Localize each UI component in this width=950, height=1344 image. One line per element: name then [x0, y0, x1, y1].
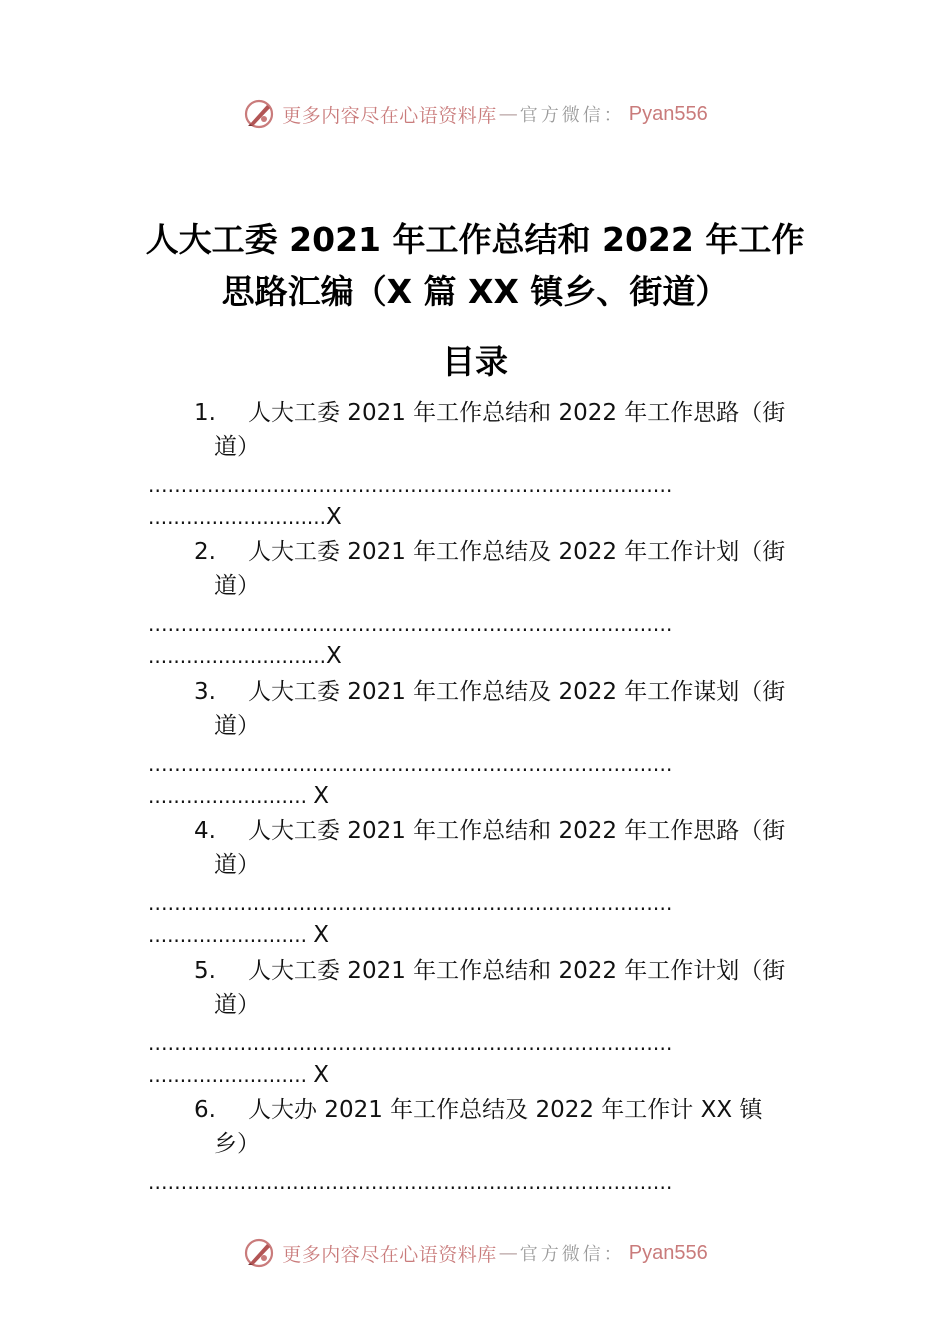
document-title: [120, 214, 830, 318]
toc-leader-dots-cont: [148, 918, 329, 952]
toc-item-title: 人大办 2021 年工作总结及 2022 年工作计 XX 镇: [248, 1096, 763, 1123]
title-line-1: 人大工委 2021 年工作总结和 2022 年工作: [145, 220, 805, 259]
toc-leader-dots-cont: [148, 1058, 329, 1092]
toc-leader-dots-cont: [148, 639, 342, 673]
toc-item-title-cont: 道）: [214, 991, 260, 1018]
toc-leader-dots-tail: .........................: [148, 923, 314, 948]
toc-item[interactable]: [148, 675, 836, 814]
toc-leader-dots: ................................................................................: [148, 1169, 673, 1194]
toc-item-number: 6.: [194, 1096, 216, 1123]
table-of-contents: [148, 396, 836, 1232]
watermark-official: 官方微信：: [519, 1244, 625, 1265]
toc-leader-dots: ................................................................................: [148, 473, 673, 497]
toc-item-number: 3.: [194, 678, 216, 705]
toc-item-title-cont: 道）: [214, 573, 260, 600]
toc-page-number: X: [326, 643, 342, 670]
pen-logo-icon: [242, 97, 276, 131]
toc-item-title: 人大工委 2021 年工作总结和 2022 年工作思路（街: [248, 400, 786, 426]
header-watermark: [0, 94, 950, 134]
toc-leader-dots: ................................................................................: [148, 1030, 673, 1055]
toc-item-title-cont: 乡）: [214, 1130, 260, 1157]
toc-item[interactable]: [148, 954, 836, 1093]
toc-item-number: 5.: [194, 957, 216, 984]
toc-leader-dots: ................................................................................: [148, 751, 673, 776]
pen-logo-icon: [242, 1236, 276, 1270]
toc-item[interactable]: [148, 814, 836, 953]
toc-leader-dots-cont: [148, 779, 329, 813]
watermark-text: 更多内容尽在心语资料库: [282, 1243, 497, 1266]
toc-item[interactable]: [148, 535, 836, 674]
toc-item-title: 人大工委 2021 年工作总结和 2022 年工作计划（街: [248, 957, 786, 984]
toc-item-number: 4.: [194, 818, 216, 845]
toc-item-number: 1.: [194, 400, 216, 426]
toc-item-title-cont: 道）: [214, 712, 260, 739]
title-line-2: 思路汇编（X 篇 XX 镇乡、街道）: [221, 272, 729, 311]
toc-item-title-cont: 道）: [214, 434, 260, 460]
watermark-dash: —: [498, 103, 518, 125]
toc-page-number: X: [326, 504, 342, 530]
toc-item-title-cont: 道）: [214, 852, 260, 879]
toc-leader-dots: ................................................................................: [148, 612, 673, 637]
toc-item-title: 人大工委 2021 年工作总结及 2022 年工作计划（街: [248, 539, 786, 566]
toc-leader-dots: ................................................................................: [148, 891, 673, 916]
toc-item-number: 2.: [194, 539, 216, 566]
watermark-wechat-id: Pyan556: [628, 102, 708, 125]
toc-page-number: X: [313, 922, 330, 949]
toc-item[interactable]: [148, 396, 836, 535]
watermark-text: 更多内容尽在心语资料库: [282, 104, 497, 127]
toc-leader-dots-tail: .........................: [148, 783, 314, 808]
toc-leader-dots-tail: ............................: [148, 644, 327, 669]
watermark-official: 官方微信：: [519, 105, 625, 126]
toc-leader-dots-cont: [148, 500, 342, 534]
toc-item-title: 人大工委 2021 年工作总结和 2022 年工作思路（街: [248, 818, 786, 845]
toc-item[interactable]: [148, 1093, 836, 1232]
watermark-wechat-id: Pyan556: [628, 1241, 708, 1264]
toc-page-number: X: [313, 1061, 330, 1088]
toc-page-number: X: [313, 782, 330, 809]
toc-heading: 目录: [442, 342, 508, 381]
toc-item-title: 人大工委 2021 年工作总结及 2022 年工作谋划（街: [248, 678, 786, 705]
toc-leader-dots-tail: ............................: [148, 505, 327, 529]
footer-watermark: [0, 1233, 950, 1273]
toc-leader-dots-tail: .........................: [148, 1062, 314, 1087]
watermark-dash: —: [498, 1242, 518, 1264]
